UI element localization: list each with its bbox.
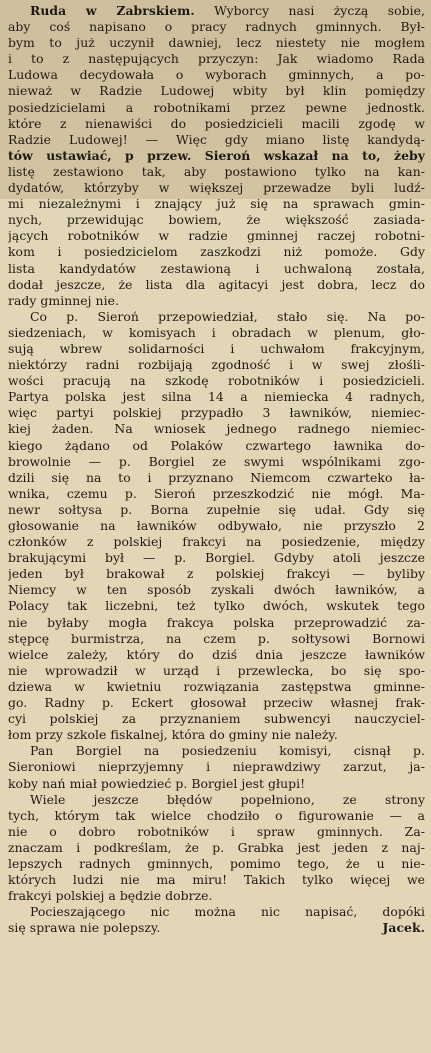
text-line: dydatów, którzyby w większej przewadze byli ludź- xyxy=(8,180,425,196)
text-line: członków z polskiej frakcyi na posiedzenie, między xyxy=(8,534,425,550)
text-line: wości pracują na szkodę robotników i posiedzicieli. xyxy=(8,373,425,389)
text-line: głosowanie na ławników odbywało, nie przyszło 2 xyxy=(8,518,425,533)
paragraph-intro xyxy=(8,3,425,309)
text-line: jeden był brakował z polskiej frakcyi — byliby xyxy=(8,566,425,582)
text-line: nych, przewidując bowiem, że większość zasiada- xyxy=(8,212,425,228)
text-line: frakcyi polskiej a będzie dobrze. xyxy=(8,888,213,904)
text-line: rady gminnej nie. xyxy=(8,292,119,308)
text-line: Wiele jeszcze błędów popełniono, ze strony xyxy=(30,791,425,807)
text-line: nie byłaby mogła frakcya polska przeprowadzić za- xyxy=(8,614,425,630)
text-line: lista kandydatów zestawioną i uchwaloną została, xyxy=(8,260,425,276)
text-line: więc partyi polskiej przypadło 3 ławników, niemiec- xyxy=(8,405,425,421)
text-line: i to z następujących przyczyn: Jak wiadomo Rada xyxy=(8,51,425,67)
text-line: dziewa w kwietniu rozwiązania zastępstwa gminne- xyxy=(8,678,425,694)
text-line: nieważ w Radzie Ludowej wbity był klin pomiędzy xyxy=(8,83,425,99)
text-line: łom przy szkole fiskalnej, która do gminy nie należy. xyxy=(8,727,338,743)
text-line: dodał jeszcze, że lista dla agitacyi jest dobra, lecz do xyxy=(8,276,425,292)
text-line: wielce zależy, który do dziś dnia jeszcze ławników xyxy=(8,646,425,662)
text-line: jących robotników w radzie gminnej raczej robotni- xyxy=(8,228,425,244)
text-line: browolnie — p. Borgiel ze swymi wspólnikami zgo- xyxy=(8,453,425,469)
text-line: listę zestawiono tak, aby postawiono tylko na kan- xyxy=(8,163,425,179)
text-line: Niemcy w ten sposób zyskali dwóch ławników, a xyxy=(8,582,425,598)
text-line: Ruda w Zabrskiem. Wyborcy nasi życzą sobie, xyxy=(30,3,425,18)
text-line: Sieroniowi nieprzyjemny i nieprawdziwy zarzut, ja- xyxy=(8,759,425,775)
text-line: dzili się na to i przyznano Niemcom czwarteko ła- xyxy=(8,469,425,485)
text-line: Partya polska jest silna 14 a niemiecka 4 radnych, xyxy=(8,389,425,405)
paragraph-closing xyxy=(8,904,425,936)
text-line: tów ustawiać, p przew. Sieroń wskazał na to, żeby xyxy=(8,147,425,163)
text-line: Co p. Sieroń przepowiedział, stało się. Na po- xyxy=(30,308,425,324)
text-line: brakującymi był — p. Borgiel. Gdyby atoli jeszcze xyxy=(8,550,425,566)
text-line xyxy=(8,920,425,936)
text-line: nie wprowadził w urząd i przewlecka, bo się spo- xyxy=(8,662,425,678)
text-line: niektórzy radni rozbijają zgodność i w swej złośli- xyxy=(8,357,425,373)
text-line: tych, którym tak wielce chodziło o figurowanie — a xyxy=(8,807,425,823)
closing-text: się sprawa nie polepszy. xyxy=(8,920,161,936)
text-line: wnika, czemu p. Sieroń przeszkodzić nie mógł. Ma- xyxy=(8,485,425,501)
text-line: siedzeniach, w komisyach i obradach w plenum, gło- xyxy=(8,324,425,340)
text-line: aby coś napisano o pracy radnych gminnych. Był- xyxy=(8,19,425,35)
text-line: Ludowa decydowała o wyborach gminnych, a po- xyxy=(8,67,425,83)
paragraph-errors xyxy=(8,792,425,905)
text-line: Pan Borgiel na posiedzeniu komisyi, cisnął p. xyxy=(30,743,425,759)
text-line: lepszych radnych gminnych, pomimo tego, że u nie- xyxy=(8,855,425,871)
text-line: kiej żaden. Na wniosek jednego radnego niemiec- xyxy=(8,421,425,437)
text-line: go. Radny p. Eckert głosował przeciw własnej frak- xyxy=(8,695,425,711)
paragraph-borgiel xyxy=(8,743,425,791)
text-line: bym to już uczynił dawniej, lecz niestety nie mogłem xyxy=(8,35,425,51)
text-line: posiedzicielami a robotnikami przez pewne jednostk. xyxy=(8,99,425,115)
text-line: stępcę burmistrza, na czem p. sołtysowi Bornowi xyxy=(8,630,425,646)
author-signature: Jacek. xyxy=(382,920,425,936)
paragraph-sieron xyxy=(8,309,425,744)
text-line: Radzie Ludowej! — Więc gdy miano listę kandydą- xyxy=(8,131,425,147)
text-line: Pocieszającego nic można nic napisać, dopóki xyxy=(30,904,425,920)
text-line: znaczam i podkreślam, że p. Grabka jest jeden z naj- xyxy=(8,839,425,855)
text-line: koby nań miał powiedzieć p. Borgiel jest głupi! xyxy=(8,775,306,791)
text-line: mi niezależnymi i znający już się na sprawach gmin- xyxy=(8,196,425,212)
text-line: kom i posiedzicielom zaszkodzi niż pomoże. Gdy xyxy=(8,244,425,260)
text-line: które z nienawiści do posiedzicieli macili zgodę w xyxy=(8,115,425,131)
text-line: cyi polskiej za przyznaniem subwencyi nauczyciel- xyxy=(8,711,425,727)
text-line: kiego żądano od Polaków czwartego ławnika do- xyxy=(8,437,425,453)
text-line: Polacy tak liczebni, też tylko dwóch, wskutek tego xyxy=(8,598,425,614)
text-line: których ludzi nie ma miru! Takich tylko więcej we xyxy=(8,872,425,888)
text-line: newr sołtysa p. Borna zupełnie się udał. Gdy się xyxy=(8,501,425,517)
dateline: Ruda w Zabrskiem. xyxy=(30,3,195,18)
text-line: nie o dobro robotników i spraw gminnych. Za- xyxy=(8,823,425,839)
text-line: sują wbrew solidarności i uchwałom frakcyjnym, xyxy=(8,340,425,356)
